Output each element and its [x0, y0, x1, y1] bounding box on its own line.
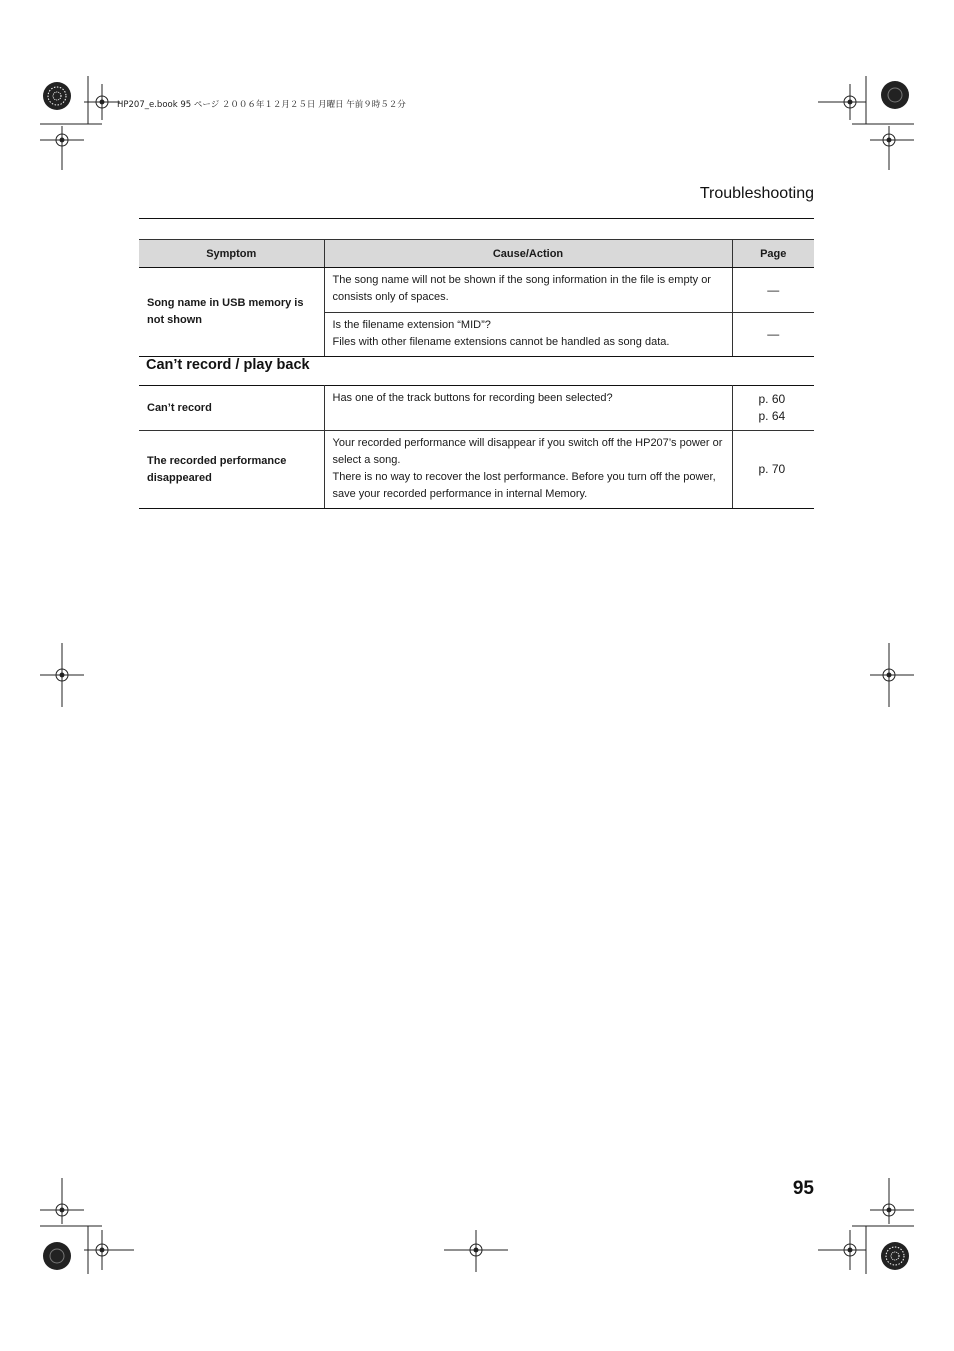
record-troubleshooting-table [139, 385, 814, 509]
page-cell: — [767, 282, 780, 297]
cause-line: Files with other filename extensions cannot be handled as song data. [332, 336, 670, 348]
table-row [139, 268, 814, 313]
symptom-cell: Can’t record [139, 386, 324, 431]
header-symptom: Symptom [139, 240, 324, 268]
page-ref: p. 60 [758, 392, 786, 406]
page-cell [732, 386, 814, 431]
table-row [139, 386, 814, 431]
page-cell: p. 70 [732, 431, 814, 509]
header-page: Page [732, 240, 814, 268]
table-header-row [139, 240, 814, 268]
page-number: 95 [792, 1178, 814, 1199]
cause-cell: Has one of the track buttons for recording been selected? [324, 386, 732, 431]
title-rule [139, 218, 814, 219]
cause-cell [324, 313, 732, 357]
cause-line: There is no way to recover the lost performance. Before you turn off the power, save your recorded performance in internal Memory. [332, 471, 716, 500]
section-title: Troubleshooting [699, 185, 814, 202]
page-cell: — [732, 313, 814, 357]
subsection-heading: Can’t record / play back [146, 357, 310, 373]
symptom-cell: The recorded performance disappeared [139, 431, 324, 509]
usb-troubleshooting-table [139, 239, 814, 357]
table-row [139, 431, 814, 509]
cause-line: Is the filename extension “MID”? [332, 319, 491, 331]
cause-cell: The song name will not be shown if the song information in the file is empty or consists only of spaces. [324, 268, 732, 313]
print-header: HP207_e.book 95 ページ ２００６年１２月２５日 月曜日 午前９時５２分 [117, 100, 406, 110]
header-cause: Cause/Action [324, 240, 732, 268]
symptom-cell: Song name in USB memory is not shown [139, 268, 324, 357]
cause-cell [324, 431, 732, 509]
cause-line: Your recorded performance will disappear if you switch off the HP207’s power or select a song. [332, 437, 723, 466]
page-ref: p. 64 [758, 409, 786, 423]
